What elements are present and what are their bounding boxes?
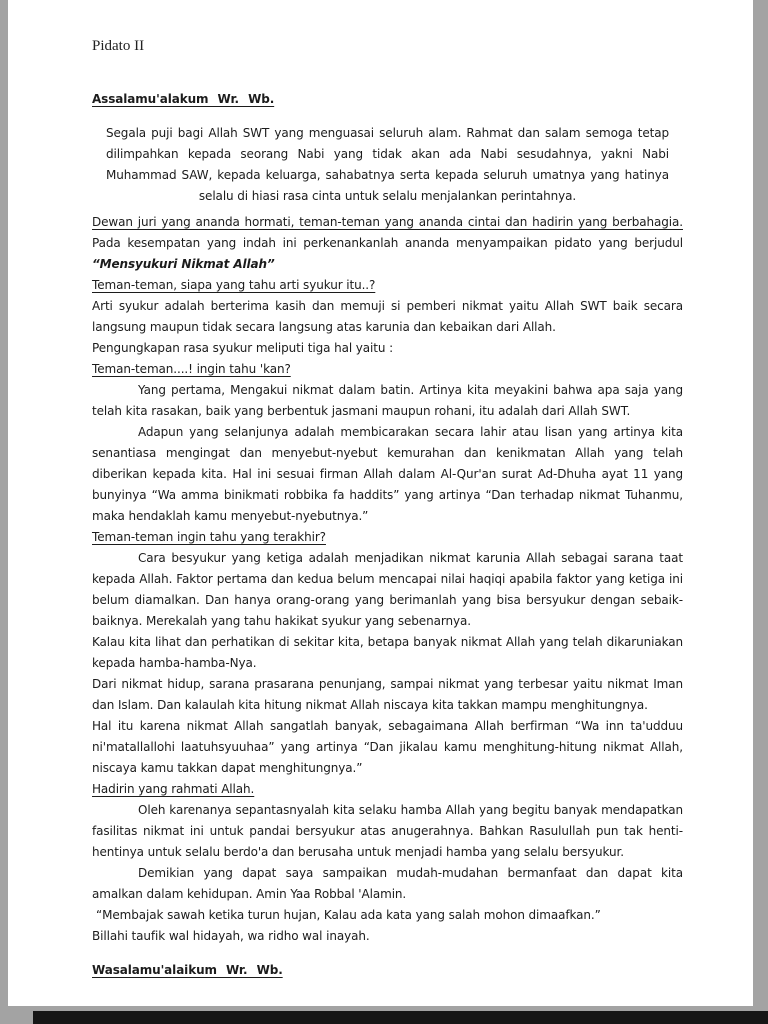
paragraph-ketiga: Cara besyukur yang ketiga adalah menjadikan nikmat karunia Allah sebagai sarana taat kepada Allah. Faktor pertama dan kedua belum mencapai nilai haqiqi apabila faktor yang ketiga ini belum diamalkan. Dan hanya orang-orang yang berimanlah yang bisa bersyukur dengan sebaik-baiknya. Merekalah yang tahu hakikat syukur yang sebenarnya.	[92, 551, 683, 628]
paragraph-oleh-karenanya: Oleh karenanya sepantasnyalah kita selaku hamba Allah yang begitu banyak mendapatkan fasilitas nikmat ini untuk pandai bersyukur atas anugerahnya. Bahkan Rasulullah pun tak henti-hentinya untuk selalu berdo'a dan berusaha untuk menjadi hamba yang selalu bersyukur.	[92, 803, 683, 859]
paragraph-arti-syukur: Arti syukur adalah berterima kasih dan memuji si pemberi nikmat yaitu Allah SWT baik secara langsung maupun tidak secara langsung atas karunia dan kebaikan dari Allah.	[92, 299, 683, 334]
question-ingin-tahu: Teman-teman....! ingin tahu 'kan?	[92, 362, 291, 376]
document-page	[8, 0, 753, 1006]
closing-pantun: “Membajak sawah ketika turun hujan, Kalau ada kata yang salah mohon dimaafkan.”	[96, 908, 601, 922]
paragraph-demikian: Demikian yang dapat saya sampaikan mudah-mudahan bermanfaat dan dapat kita amalkan dalam kehidupan. Amin Yaa Robbal 'Alamin.	[92, 866, 683, 901]
intro-line: Pada kesempatan yang indah ini perkenankanlah ananda menyampaikan pidato yang berjudul	[92, 236, 683, 250]
paragraph-dari-nikmat: Dari nikmat hidup, sarana prasarana penunjang, sampai nikmat yang terbesar yaitu nikmat Iman dan Islam. Dan kalaulah kita hitung nikmat Allah niscaya kita takkan mampu menghitungnya.	[92, 677, 683, 712]
billahi-line: Billahi taufik wal hidayah, wa ridho wal inayah.	[92, 929, 370, 943]
next-page-edge	[33, 1011, 768, 1024]
opening-salutation: Assalamu'alakum Wr. Wb.	[92, 92, 275, 106]
question-arti-syukur: Teman-teman, siapa yang tahu arti syukur itu..?	[92, 278, 376, 292]
closing-salutation: Wasalamu'alaikum Wr. Wb.	[92, 963, 283, 977]
paragraph-hal-itu: Hal itu karena nikmat Allah sangatlah banyak, sebagaimana Allah berfirman “Wa inn ta'udduu ni'matallallohi laatuhsyuuhaa” yang artinya “Dan jikalau kamu menghitung-hitung nikmat Allah, niscaya kamu takkan dapat menghitungnya.”	[92, 719, 683, 775]
paragraph-pertama: Yang pertama, Mengakui nikmat dalam batin. Artinya kita meyakini bahwa apa saja yang telah kita rasakan, baik yang berbentuk jasmani maupun rohani, itu adalah dari Allah SWT.	[92, 383, 683, 418]
address-line-jury: Dewan juri yang ananda hormati, teman-teman yang ananda cintai dan hadirin yang berbahagia.	[92, 215, 683, 229]
opening-paragraph: Segala puji bagi Allah SWT yang menguasai seluruh alam. Rahmat dan salam semoga tetap dilimpahkan kepada seorang Nabi yang tidak akan ada Nabi sesudahnya, yakni Nabi Muhammad SAW, kepada keluarga, sahabatnya serta kepada seluruh umatnya yang hatinya selalu di hiasi rasa cinta untuk selalu menjalankan perintahnya.	[106, 126, 669, 203]
page-header-title: Pidato II	[92, 38, 145, 54]
paragraph-kedua: Adapun yang selanjunya adalah membicarakan secara lahir atau lisan yang artinya kita senantiasa mengingat dan menyebut-nyebut kemurahan dan kenikmatan Allah yang telah diberikan kepada kita. Hal ini sesuai firman Allah dalam Al-Qur'an surat Ad-Dhuha ayat 11 yang bunyinya “Wa amma binikmati robbika fa haddits” yang artinya “Dan terhadap nikmat Tuhanmu, maka hendaklah kamu menyebut-nyebutnya.”	[92, 425, 683, 523]
paragraph-pengungkapan: Pengungkapan rasa syukur meliputi tiga hal yaitu :	[92, 341, 394, 355]
speech-title: “Mensyukuri Nikmat Allah”	[92, 257, 275, 271]
address-line-hadirin: Hadirin yang rahmati Allah.	[92, 782, 255, 796]
question-terakhir: Teman-teman ingin tahu yang terakhir?	[92, 530, 326, 544]
paragraph-kalau-kita-lihat: Kalau kita lihat dan perhatikan di sekitar kita, betapa banyak nikmat Allah yang telah dikaruniakan kepada hamba-hamba-Nya.	[92, 635, 683, 670]
